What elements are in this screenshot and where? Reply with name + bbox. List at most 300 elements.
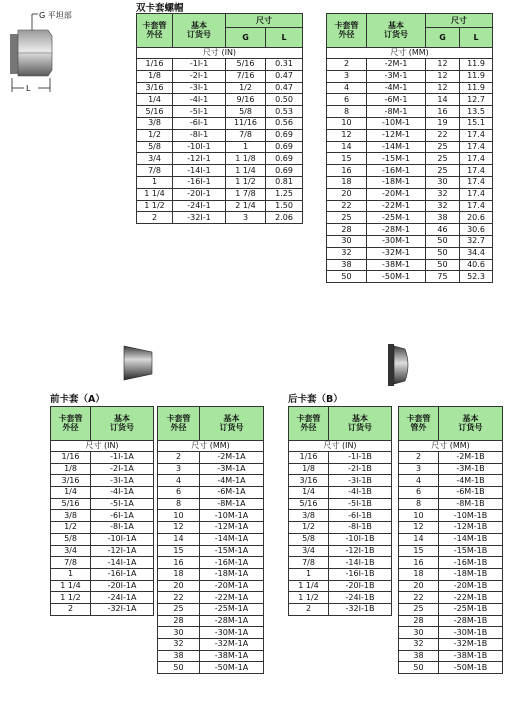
unit-row: 尺寸 (IN): [289, 441, 392, 452]
table-cell: 2: [51, 603, 91, 615]
table-row: [158, 662, 264, 674]
table-row: [137, 188, 303, 200]
table-cell: -25M-1B: [439, 603, 503, 615]
table-cell: 50: [399, 662, 439, 674]
table-cell: -15M-1B: [439, 545, 503, 557]
col-header-order: 基本 订货号: [329, 407, 392, 441]
table-cell: 46: [426, 224, 460, 236]
table-cell: -24I-1: [173, 200, 226, 212]
table-cell: 14: [426, 94, 460, 106]
table-cell: -16I-1: [173, 176, 226, 188]
table-cell: 12.7: [460, 94, 493, 106]
table-cell: -20I-1A: [91, 580, 154, 592]
table-cell: 0.69: [266, 129, 303, 141]
table-cell: 1/16: [289, 452, 329, 464]
table-cell: 32: [158, 639, 200, 651]
table-cell: -38M-1: [367, 259, 426, 271]
table-cell: -6I-1: [173, 117, 226, 129]
table-row: [289, 533, 392, 545]
table-cell: 1/8: [51, 463, 91, 475]
table-cell: -22M-1B: [439, 592, 503, 604]
table-cell: -2M-1A: [200, 452, 264, 464]
table-cell: -28M-1A: [200, 615, 264, 627]
col-header-g: G: [426, 28, 460, 48]
front-inch-table: [50, 406, 154, 616]
table-cell: 1 1/2: [226, 176, 266, 188]
table-cell: 7/8: [51, 557, 91, 569]
table-cell: 8: [158, 498, 200, 510]
table-row: [327, 106, 493, 118]
table-cell: -6I-1B: [329, 510, 392, 522]
table-row: [158, 603, 264, 615]
table-row: [327, 259, 493, 271]
table-cell: 16: [158, 557, 200, 569]
table-cell: -25M-1A: [200, 603, 264, 615]
table-cell: -14I-1: [173, 165, 226, 177]
table-cell: 17.4: [460, 129, 493, 141]
table-cell: 20: [327, 188, 367, 200]
table-cell: 10: [327, 117, 367, 129]
table-cell: -2I-1: [173, 70, 226, 82]
table-row: [158, 487, 264, 499]
table-row: [399, 662, 503, 674]
table-cell: 5/8: [289, 533, 329, 545]
table-cell: 14: [399, 533, 439, 545]
table-row: [137, 129, 303, 141]
table-cell: 32: [327, 247, 367, 259]
table-cell: -8M-1B: [439, 498, 503, 510]
table-cell: 2: [399, 452, 439, 464]
table-cell: -4M-1A: [200, 475, 264, 487]
table-cell: 15: [158, 545, 200, 557]
table-cell: 1/8: [289, 463, 329, 475]
table-row: [327, 165, 493, 177]
table-cell: 8: [399, 498, 439, 510]
table-cell: -14I-1B: [329, 557, 392, 569]
table-cell: 32.7: [460, 235, 493, 247]
table-row: [51, 475, 154, 487]
col-header-order: 基本 订货号: [173, 14, 226, 48]
table-cell: -15M-1A: [200, 545, 264, 557]
table-cell: -8I-1B: [329, 522, 392, 534]
table-cell: -5I-1B: [329, 498, 392, 510]
table-row: [158, 568, 264, 580]
table-cell: -3I-1A: [91, 475, 154, 487]
table-cell: 0.47: [266, 82, 303, 94]
table-row: [51, 452, 154, 464]
table-cell: -32M-1: [367, 247, 426, 259]
table-row: [327, 94, 493, 106]
table-cell: 1/16: [137, 59, 173, 71]
table-cell: -16I-1B: [329, 568, 392, 580]
table-cell: 1 1/2: [289, 592, 329, 604]
table-row: [137, 165, 303, 177]
table-cell: 28: [327, 224, 367, 236]
table-cell: -10M-1A: [200, 510, 264, 522]
table-cell: -22M-1: [367, 200, 426, 212]
table-row: [399, 498, 503, 510]
table-cell: 12: [327, 129, 367, 141]
table-cell: 25: [158, 603, 200, 615]
table-cell: -4M-1: [367, 82, 426, 94]
table-cell: 15: [399, 545, 439, 557]
table-cell: -3M-1: [367, 70, 426, 82]
table-cell: -10M-1B: [439, 510, 503, 522]
table-row: [158, 452, 264, 464]
table-row: [158, 463, 264, 475]
table-row: [51, 603, 154, 615]
table-cell: -32I-1A: [91, 603, 154, 615]
table-cell: -32M-1A: [200, 639, 264, 651]
table-cell: -10I-1: [173, 141, 226, 153]
table-cell: 20: [158, 580, 200, 592]
table-row: [399, 557, 503, 569]
back-mm-table: [398, 406, 503, 674]
col-header-l: L: [266, 28, 303, 48]
table-row: [51, 580, 154, 592]
table-cell: 1/4: [289, 487, 329, 499]
table-row: [158, 615, 264, 627]
table-row: [158, 580, 264, 592]
table-cell: 3: [327, 70, 367, 82]
table-cell: 2 1/4: [226, 200, 266, 212]
table-row: [327, 117, 493, 129]
table-cell: 3/4: [289, 545, 329, 557]
table-cell: -12M-1B: [439, 522, 503, 534]
table-cell: 11.9: [460, 70, 493, 82]
table-cell: 30.6: [460, 224, 493, 236]
table-cell: -1I-1B: [329, 452, 392, 464]
table-cell: -15M-1: [367, 153, 426, 165]
table-cell: -8M-1: [367, 106, 426, 118]
col-header-order: 基本 订货号: [439, 407, 503, 441]
table-cell: 11/16: [226, 117, 266, 129]
table-cell: 10: [399, 510, 439, 522]
nut-mm-table: [326, 13, 493, 283]
table-cell: 0.31: [266, 59, 303, 71]
table-cell: 0.69: [266, 153, 303, 165]
table-cell: 3: [399, 463, 439, 475]
table-cell: -12I-1B: [329, 545, 392, 557]
table-row: [158, 498, 264, 510]
col-header-order: 基本 订货号: [200, 407, 264, 441]
table-cell: -18M-1B: [439, 568, 503, 580]
table-cell: 28: [399, 615, 439, 627]
table-row: [137, 200, 303, 212]
table-row: [289, 580, 392, 592]
table-cell: 1 7/8: [226, 188, 266, 200]
unit-row: 尺寸 (MM): [399, 441, 503, 452]
table-cell: -20M-1A: [200, 580, 264, 592]
table-cell: -2M-1B: [439, 452, 503, 464]
table-cell: -30M-1: [367, 235, 426, 247]
table-row: [399, 452, 503, 464]
table-cell: -12I-1: [173, 153, 226, 165]
table-row: [327, 188, 493, 200]
table-cell: 19: [426, 117, 460, 129]
table-cell: -5I-1A: [91, 498, 154, 510]
table-row: [289, 463, 392, 475]
table-cell: -20M-1B: [439, 580, 503, 592]
table-cell: 5/8: [226, 106, 266, 118]
table-cell: 8: [327, 106, 367, 118]
table-cell: 1/8: [137, 70, 173, 82]
table-cell: 52.3: [460, 271, 493, 283]
col-header-size: 尺寸: [226, 14, 303, 28]
table-cell: -16I-1A: [91, 568, 154, 580]
table-row: [327, 176, 493, 188]
table-cell: 1 1/4: [226, 165, 266, 177]
table-cell: -1I-1: [173, 59, 226, 71]
table-cell: 5/16: [289, 498, 329, 510]
table-cell: 9/16: [226, 94, 266, 106]
table-cell: 5/16: [226, 59, 266, 71]
table-cell: 14: [327, 141, 367, 153]
table-row: [51, 510, 154, 522]
table-cell: 1.25: [266, 188, 303, 200]
table-cell: -14M-1: [367, 141, 426, 153]
table-row: [327, 70, 493, 82]
table-cell: 12: [399, 522, 439, 534]
table-cell: 11.9: [460, 82, 493, 94]
table-cell: 5/8: [137, 141, 173, 153]
unit-row: 尺寸 (IN): [137, 48, 303, 59]
table-cell: -12I-1A: [91, 545, 154, 557]
table-cell: 3/16: [51, 475, 91, 487]
table-cell: 3/8: [137, 117, 173, 129]
table-row: [137, 70, 303, 82]
table-cell: 25: [426, 141, 460, 153]
table-row: [289, 545, 392, 557]
nut-section-title: 双卡套螺帽: [136, 3, 184, 14]
table-row: [399, 615, 503, 627]
table-cell: -6M-1B: [439, 487, 503, 499]
table-cell: 3: [158, 463, 200, 475]
table-cell: -10I-1A: [91, 533, 154, 545]
table-cell: -2M-1: [367, 59, 426, 71]
table-cell: -20M-1: [367, 188, 426, 200]
table-cell: 17.4: [460, 188, 493, 200]
table-row: [327, 212, 493, 224]
nut-diagram: [4, 8, 74, 98]
table-cell: 3/8: [51, 510, 91, 522]
table-cell: 25: [426, 153, 460, 165]
table-row: [137, 94, 303, 106]
col-header-od: 卡套管 外径: [137, 14, 173, 48]
back-ferrule-title: 后卡套（B）: [288, 394, 343, 405]
table-row: [399, 639, 503, 651]
table-cell: -14M-1A: [200, 533, 264, 545]
table-cell: 50: [426, 235, 460, 247]
table-cell: 18: [327, 176, 367, 188]
table-cell: -2I-1B: [329, 463, 392, 475]
table-row: [158, 545, 264, 557]
table-cell: 12: [426, 82, 460, 94]
unit-row: 尺寸 (IN): [51, 441, 154, 452]
table-cell: 18: [158, 568, 200, 580]
table-row: [51, 568, 154, 580]
table-row: [158, 639, 264, 651]
col-header-order: 基本 订货号: [91, 407, 154, 441]
table-row: [399, 463, 503, 475]
back-inch-table: [288, 406, 392, 616]
table-cell: 50: [426, 259, 460, 271]
table-cell: 2.06: [266, 212, 303, 224]
table-row: [51, 522, 154, 534]
table-cell: -3M-1B: [439, 463, 503, 475]
table-row: [289, 475, 392, 487]
table-cell: -20I-1: [173, 188, 226, 200]
front-ferrule-image: [120, 340, 156, 386]
table-cell: 16: [327, 165, 367, 177]
table-row: [399, 510, 503, 522]
table-cell: 6: [158, 487, 200, 499]
table-cell: -5I-1: [173, 106, 226, 118]
table-cell: -32M-1B: [439, 639, 503, 651]
table-cell: -18M-1: [367, 176, 426, 188]
table-cell: 17.4: [460, 165, 493, 177]
table-row: [137, 212, 303, 224]
table-cell: 38: [399, 650, 439, 662]
table-cell: 5/16: [137, 106, 173, 118]
table-cell: -12M-1A: [200, 522, 264, 534]
table-row: [327, 59, 493, 71]
table-cell: 22: [327, 200, 367, 212]
table-cell: 15: [327, 153, 367, 165]
table-row: [137, 117, 303, 129]
table-cell: 18: [399, 568, 439, 580]
table-cell: -28M-1B: [439, 615, 503, 627]
table-cell: 7/16: [226, 70, 266, 82]
back-ferrule-image: [385, 340, 415, 390]
table-cell: 17.4: [460, 141, 493, 153]
table-cell: 38: [426, 212, 460, 224]
table-cell: 1 1/2: [51, 592, 91, 604]
table-cell: 28: [158, 615, 200, 627]
table-cell: -8I-1: [173, 129, 226, 141]
l-dimension-label: L: [26, 84, 31, 93]
table-cell: 32: [399, 639, 439, 651]
table-cell: 4: [399, 475, 439, 487]
nut-inch-table: [136, 13, 303, 224]
table-cell: 16: [426, 106, 460, 118]
table-row: [137, 59, 303, 71]
table-cell: -50M-1B: [439, 662, 503, 674]
table-cell: 0.47: [266, 70, 303, 82]
table-cell: 1 1/8: [226, 153, 266, 165]
table-cell: 1: [226, 141, 266, 153]
table-cell: 50: [327, 271, 367, 283]
table-cell: 22: [426, 129, 460, 141]
table-row: [289, 498, 392, 510]
table-cell: 25: [426, 165, 460, 177]
unit-row: 尺寸 (MM): [158, 441, 264, 452]
table-cell: 6: [399, 487, 439, 499]
table-cell: 12: [426, 59, 460, 71]
table-cell: 30: [426, 176, 460, 188]
table-cell: -6M-1A: [200, 487, 264, 499]
table-row: [158, 557, 264, 569]
table-cell: -38M-1B: [439, 650, 503, 662]
table-row: [51, 557, 154, 569]
table-row: [137, 106, 303, 118]
table-cell: 7/8: [137, 165, 173, 177]
table-cell: 34.4: [460, 247, 493, 259]
table-row: [289, 603, 392, 615]
col-header-od: 卡套管 外径: [289, 407, 329, 441]
table-cell: 1.50: [266, 200, 303, 212]
table-cell: 25: [327, 212, 367, 224]
table-cell: 30: [158, 627, 200, 639]
table-cell: -3I-1B: [329, 475, 392, 487]
table-cell: 2: [158, 452, 200, 464]
table-row: [158, 522, 264, 534]
table-cell: -32I-1: [173, 212, 226, 224]
table-cell: 1 1/4: [137, 188, 173, 200]
table-row: [327, 153, 493, 165]
table-row: [51, 498, 154, 510]
table-cell: 12: [426, 70, 460, 82]
table-cell: 0.81: [266, 176, 303, 188]
table-cell: 40.6: [460, 259, 493, 271]
table-row: [158, 650, 264, 662]
table-row: [51, 545, 154, 557]
table-cell: -6I-1A: [91, 510, 154, 522]
table-cell: -2I-1A: [91, 463, 154, 475]
table-row: [399, 627, 503, 639]
table-cell: 22: [158, 592, 200, 604]
table-cell: 2: [289, 603, 329, 615]
table-row: [327, 129, 493, 141]
table-cell: 3: [226, 212, 266, 224]
table-cell: 1 1/4: [51, 580, 91, 592]
table-cell: -18M-1A: [200, 568, 264, 580]
table-cell: 38: [327, 259, 367, 271]
table-row: [399, 580, 503, 592]
table-cell: 14: [158, 533, 200, 545]
col-header-od: 卡套管 外径: [158, 407, 200, 441]
table-row: [399, 533, 503, 545]
table-row: [137, 153, 303, 165]
unit-row: 尺寸 (MM): [327, 48, 493, 59]
table-row: [399, 475, 503, 487]
table-cell: 1: [137, 176, 173, 188]
table-cell: 0.50: [266, 94, 303, 106]
table-row: [399, 522, 503, 534]
table-row: [158, 627, 264, 639]
table-cell: 5/16: [51, 498, 91, 510]
table-cell: 0.69: [266, 165, 303, 177]
table-cell: 2: [327, 59, 367, 71]
col-header-order: 基本 订货号: [367, 14, 426, 48]
col-header-l: L: [460, 28, 493, 48]
table-row: [327, 235, 493, 247]
table-row: [289, 510, 392, 522]
table-cell: 1/2: [226, 82, 266, 94]
table-cell: -8M-1A: [200, 498, 264, 510]
table-cell: 7/8: [226, 129, 266, 141]
table-cell: 1/2: [289, 522, 329, 534]
table-cell: 1 1/2: [137, 200, 173, 212]
table-cell: 50: [158, 662, 200, 674]
table-row: [399, 592, 503, 604]
table-row: [158, 592, 264, 604]
table-cell: -4I-1: [173, 94, 226, 106]
table-cell: 32: [426, 188, 460, 200]
table-row: [51, 487, 154, 499]
col-header-od: 卡套管 管外: [399, 407, 439, 441]
table-cell: 7/8: [289, 557, 329, 569]
